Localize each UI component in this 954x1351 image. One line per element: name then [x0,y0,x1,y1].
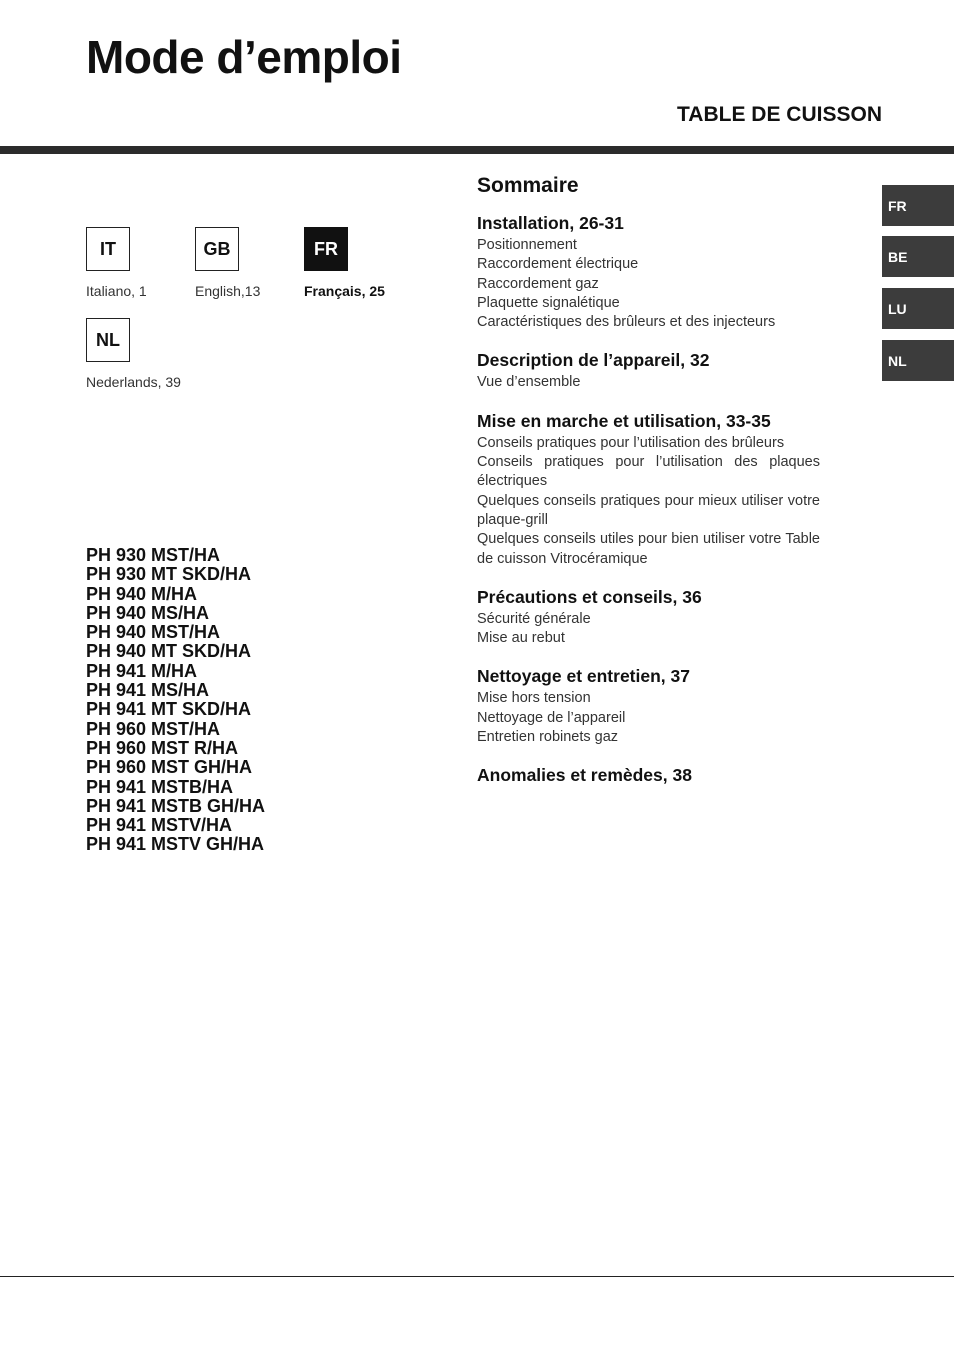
toc-section-title[interactable]: Mise en marche et utilisation, 33-35 [477,410,771,431]
toc-item[interactable]: Raccordement gaz [477,275,599,292]
toc-item[interactable]: Quelques conseils pratiques pour mieux utiliser votre plaque-grill [477,492,820,528]
model-item: PH 960 MST GH/HA [86,757,253,778]
model-item: PH 940 MS/HA [86,602,210,623]
toc-section-title[interactable]: Anomalies et remèdes, 38 [477,765,692,786]
model-item: PH 941 MT SKD/HA [86,699,252,720]
toc-item[interactable]: Conseils pratiques pour l’utilisation des plaques électriques [477,454,820,490]
model-item: PH 941 MS/HA [86,680,210,701]
toc-item[interactable]: Positionnement [477,237,577,253]
model-item: PH 941 MSTB/HA [86,776,234,797]
toc-item[interactable]: Entretien robinets gaz [477,729,619,746]
lang-box-fr[interactable]: FR [304,227,348,271]
toc-section-title[interactable]: Précautions et conseils, 36 [477,586,702,607]
toc-item[interactable]: Vue d’ensemble [477,374,581,391]
toc-section-installation [477,213,820,332]
toc-item[interactable]: Plaquette signalétique [477,294,620,311]
model-item: PH 941 MSTV/HA [86,815,233,836]
lang-box-nl[interactable]: NL [86,318,130,362]
toc-section-nettoyage [477,666,820,747]
model-item: PH 941 M/HA [86,660,198,681]
model-item: PH 941 MSTV GH/HA [86,834,265,855]
model-item: PH 960 MST/HA [86,718,221,739]
toc-item[interactable]: Raccordement électrique [477,256,639,273]
lang-caption-fr[interactable]: Français, 25 [304,283,385,299]
lang-box-gb[interactable]: GB [195,227,239,271]
lang-box-it[interactable]: IT [86,227,130,271]
bottom-divider [0,1276,954,1277]
model-item: PH 941 MSTB GH/HA [86,795,266,816]
toc-item[interactable]: Mise hors tension [477,690,591,707]
side-tab-be[interactable]: BE [882,236,954,277]
model-item: PH 930 MT SKD/HA [86,564,252,585]
lang-caption-nl[interactable]: Nederlands, 39 [86,374,181,390]
page-subtitle: TABLE DE CUISSON [677,103,882,126]
side-tab-fr[interactable]: FR [882,185,954,226]
toc-item[interactable]: Quelques conseils utiles pour bien utiliser votre Table de cuisson Vitrocéramique [477,531,820,567]
toc-item[interactable]: Caractéristiques des brûleurs et des injecteurs [477,314,776,331]
model-item: PH 930 MST/HA [86,545,221,565]
toc-section-precautions [477,587,820,649]
model-item: PH 940 MST/HA [86,622,221,643]
toc-section-anomalies [477,765,820,786]
top-divider [0,146,954,154]
side-tab-nl[interactable]: NL [882,340,954,381]
toc-section-title[interactable]: Description de l’appareil, 32 [477,350,710,371]
toc-section-utilisation [477,411,820,569]
model-item: PH 940 MT SKD/HA [86,641,252,662]
toc-item[interactable]: Nettoyage de l’appareil [477,709,626,726]
side-tab-lu[interactable]: LU [882,288,954,329]
lang-caption-it[interactable]: Italiano, 1 [86,283,147,299]
model-item: PH 940 M/HA [86,583,198,604]
toc-item[interactable]: Mise au rebut [477,630,565,647]
toc-item[interactable]: Conseils pratiques pour l’utilisation des brûleurs [477,434,785,451]
model-item: PH 960 MST R/HA [86,737,239,758]
toc-section-description [477,350,820,392]
lang-caption-gb[interactable]: English,13 [195,283,261,299]
table-of-contents [477,174,820,804]
toc-heading: Sommaire [477,174,579,197]
toc-item[interactable]: Sécurité générale [477,610,591,627]
toc-section-title[interactable]: Nettoyage et entretien, 37 [477,666,690,687]
model-list [86,546,265,855]
page-title: Mode d’emploi [86,31,402,83]
toc-section-title[interactable]: Installation, 26-31 [477,213,624,233]
